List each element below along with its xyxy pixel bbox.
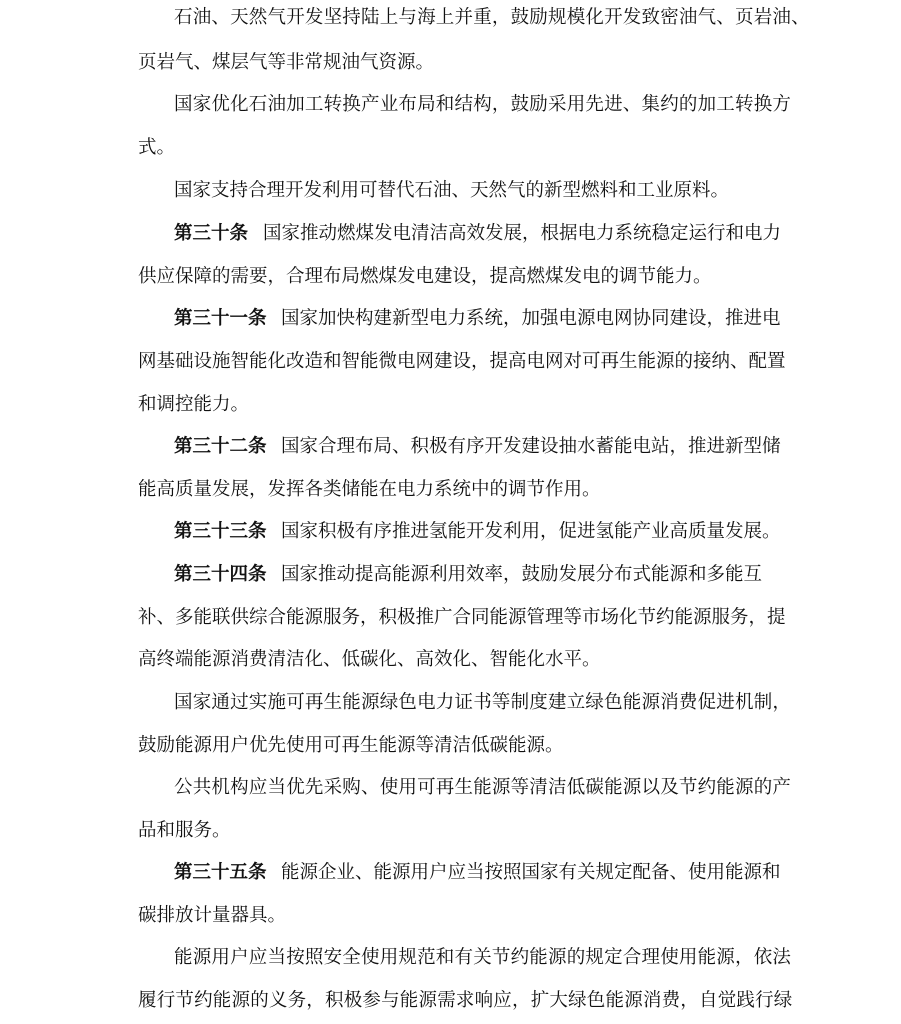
article-heading-line	[0, 434, 901, 460]
article-label: 第三十一条	[174, 308, 267, 329]
paragraph-line	[0, 264, 901, 290]
paragraph-line	[0, 392, 901, 418]
text-line: 鼓励能源用户优先使用可再生能源等清洁低碳能源。	[138, 735, 564, 756]
paragraph-line	[0, 349, 901, 375]
text-line: 履行节约能源的义务，积极参与能源需求响应，扩大绿色能源消费，自觉践行绿	[138, 990, 793, 1011]
text-line: 碳排放计量器具。	[138, 905, 287, 926]
text-line: 公共机构应当优先采购、使用可再生能源等清洁低碳能源以及节约能源的产	[174, 777, 792, 798]
text-line: 能源用户应当按照安全使用规范和有关节约能源的规定合理使用能源，依法	[174, 947, 792, 968]
paragraph-line	[0, 690, 901, 716]
text-line: 高终端能源消费清洁化、低碳化、高效化、智能化水平。	[138, 649, 601, 670]
article-label: 第三十三条	[174, 521, 267, 542]
text-line: 供应保障的需要，合理布局燃煤发电建设，提高燃煤发电的调节能力。	[138, 266, 712, 287]
paragraph-line	[0, 50, 901, 76]
paragraph-line	[0, 945, 901, 971]
paragraph-line	[0, 733, 901, 759]
text-line: 页岩气、煤层气等非常规油气资源。	[138, 52, 435, 73]
article-heading-line	[0, 860, 901, 886]
paragraph-line	[0, 775, 901, 801]
article-heading-line	[0, 519, 901, 545]
paragraph-line	[0, 135, 901, 161]
text-line: 品和服务。	[138, 820, 231, 841]
article-label: 第三十二条	[174, 436, 267, 457]
text-line: 式。	[138, 137, 176, 158]
article-label: 第三十五条	[174, 862, 267, 883]
paragraph-line	[0, 92, 901, 118]
paragraph-line	[0, 818, 901, 844]
paragraph-line	[0, 178, 901, 204]
text-line: 国家积极有序推进氢能开发利用，促进氢能产业高质量发展。	[281, 521, 781, 542]
paragraph-line	[0, 477, 901, 503]
text-line: 国家推动提高能源利用效率，鼓励发展分布式能源和多能互	[281, 564, 763, 585]
text-line: 网基础设施智能化改造和智能微电网建设，提高电网对可再生能源的接纳、配置	[138, 351, 786, 372]
article-heading-line	[0, 562, 901, 588]
article-label: 第三十四条	[174, 564, 267, 585]
text-line: 能高质量发展，发挥各类储能在电力系统中的调节作用。	[138, 479, 601, 500]
text-line: 国家加快构建新型电力系统，加强电源电网协同建设，推进电	[281, 308, 781, 329]
text-line: 国家推动燃煤发电清洁高效发展，根据电力系统稳定运行和电力	[263, 223, 782, 244]
text-line: 国家支持合理开发利用可替代石油、天然气的新型燃料和工业原料。	[174, 180, 730, 201]
text-line: 能源企业、能源用户应当按照国家有关规定配备、使用能源和	[281, 862, 781, 883]
text-line: 石油、天然气开发坚持陆上与海上并重，鼓励规模化开发致密油气、页岩油、	[174, 7, 810, 28]
text-line: 补、多能联供综合能源服务，积极推广合同能源管理等市场化节约能源服务，提	[138, 607, 786, 628]
text-line: 国家通过实施可再生能源绿色电力证书等制度建立绿色能源消费促进机制，	[174, 692, 792, 713]
article-heading-line	[0, 306, 901, 332]
paragraph-line	[0, 988, 901, 1014]
text-line: 国家优化石油加工转换产业布局和结构，鼓励采用先进、集约的加工转换方	[174, 94, 792, 115]
text-line: 和调控能力。	[138, 394, 250, 415]
article-label: 第三十条	[174, 223, 249, 244]
text-line: 国家合理布局、积极有序开发建设抽水蓄能电站，推进新型储	[281, 436, 781, 457]
paragraph-line	[0, 605, 901, 631]
paragraph-line	[0, 5, 901, 31]
article-heading-line	[0, 221, 901, 247]
paragraph-line	[0, 903, 901, 929]
paragraph-line	[0, 647, 901, 673]
